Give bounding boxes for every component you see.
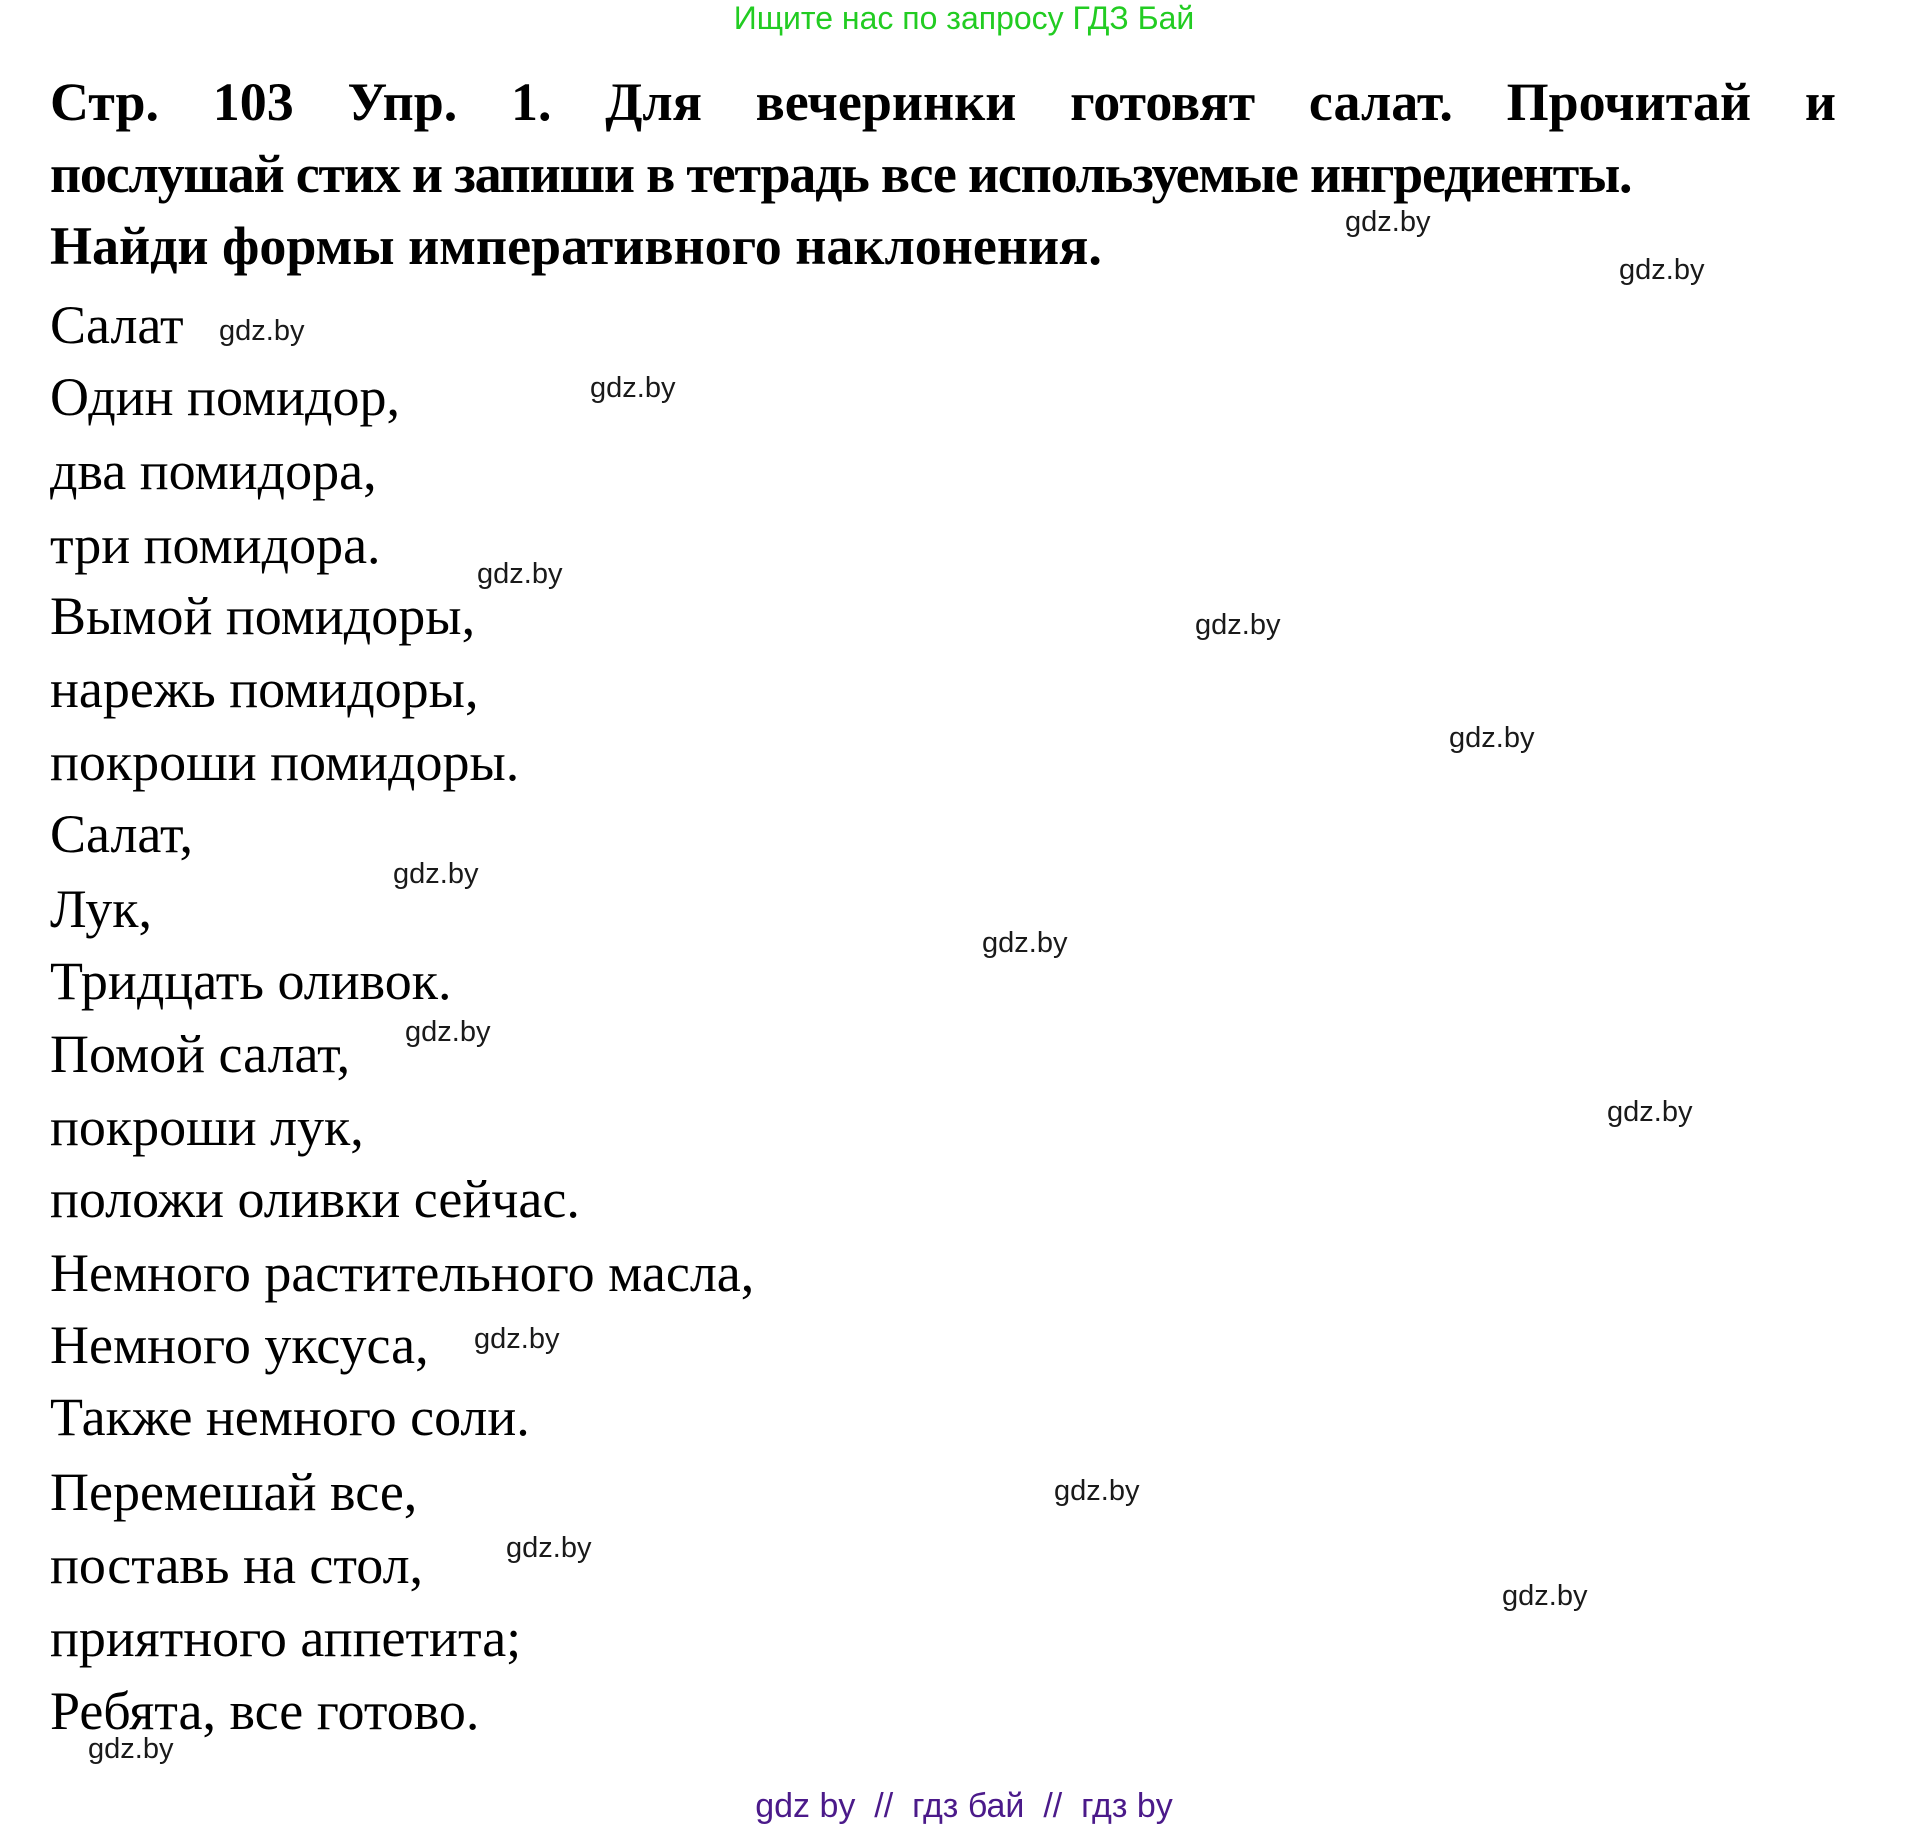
heading-word: Прочитай	[1506, 72, 1752, 132]
watermark: gdz.by	[1502, 1580, 1588, 1612]
watermark: gdz.by	[1449, 722, 1535, 754]
heading-word: вечеринки	[755, 72, 1017, 132]
poem-line: покроши помидоры.	[50, 732, 520, 792]
poem-line: Салат,	[50, 804, 194, 864]
heading-word: 103	[212, 72, 294, 132]
poem-line: Немного растительного масла,	[50, 1243, 755, 1303]
watermark: gdz.by	[1054, 1475, 1140, 1507]
poem-title: Салат	[50, 295, 184, 355]
watermark: gdz.by	[88, 1733, 174, 1765]
watermark: gdz.by	[219, 315, 305, 347]
watermark: gdz.by	[393, 858, 479, 890]
watermark: gdz.by	[477, 558, 563, 590]
heading-word: Для	[605, 72, 702, 132]
poem-line: Также немного соли.	[50, 1387, 530, 1447]
poem-line: три помидора.	[50, 515, 381, 575]
poem-line: положи оливки сейчас.	[50, 1169, 580, 1229]
poem-line: поставь на стол,	[50, 1535, 424, 1595]
poem-line: Перемешай все,	[50, 1462, 418, 1522]
watermark: gdz.by	[506, 1532, 592, 1564]
exercise-heading	[50, 66, 1836, 282]
poem-line: Один помидор,	[50, 367, 400, 427]
watermark: gdz.by	[1619, 254, 1705, 286]
watermark: gdz.by	[590, 372, 676, 404]
poem-line: Ребята, все готово.	[50, 1681, 480, 1741]
watermark: gdz.by	[474, 1323, 560, 1355]
watermark: gdz.by	[405, 1016, 491, 1048]
heading-line-1	[50, 66, 1836, 138]
watermark: gdz.by	[982, 927, 1068, 959]
heading-word: 1.	[511, 72, 552, 132]
poem-line: нарежь помидоры,	[50, 659, 479, 719]
poem-line: приятного аппетита;	[50, 1608, 522, 1668]
poem-line: Немного уксуса,	[50, 1315, 429, 1375]
heading-word: салат.	[1308, 72, 1453, 132]
promo-banner: Ищите нас по запросу ГДЗ Бай	[733, 0, 1195, 36]
footer-watermark: gdz by // гдз бай // гдз by	[755, 1787, 1173, 1825]
watermark: gdz.by	[1195, 609, 1281, 641]
heading-line-2: послушай стих и запиши в тетрадь все используемые ингредиенты.	[50, 144, 1632, 204]
poem-line: Тридцать оливок.	[50, 951, 452, 1011]
heading-word: и	[1804, 72, 1836, 132]
poem-line: Вымой помидоры,	[50, 586, 476, 646]
watermark: gdz.by	[1345, 206, 1431, 238]
poem-line: покроши лук,	[50, 1097, 364, 1157]
heading-word: Стр.	[50, 72, 160, 132]
poem-line: два помидора,	[50, 441, 377, 501]
poem-line: Лук,	[50, 879, 153, 939]
watermark: gdz.by	[1607, 1096, 1693, 1128]
heading-word: готовят	[1070, 72, 1256, 132]
heading-word: Упр.	[347, 72, 458, 132]
poem-line: Помой салат,	[50, 1024, 351, 1084]
heading-line-3: Найди формы императивного наклонения.	[50, 216, 1102, 276]
